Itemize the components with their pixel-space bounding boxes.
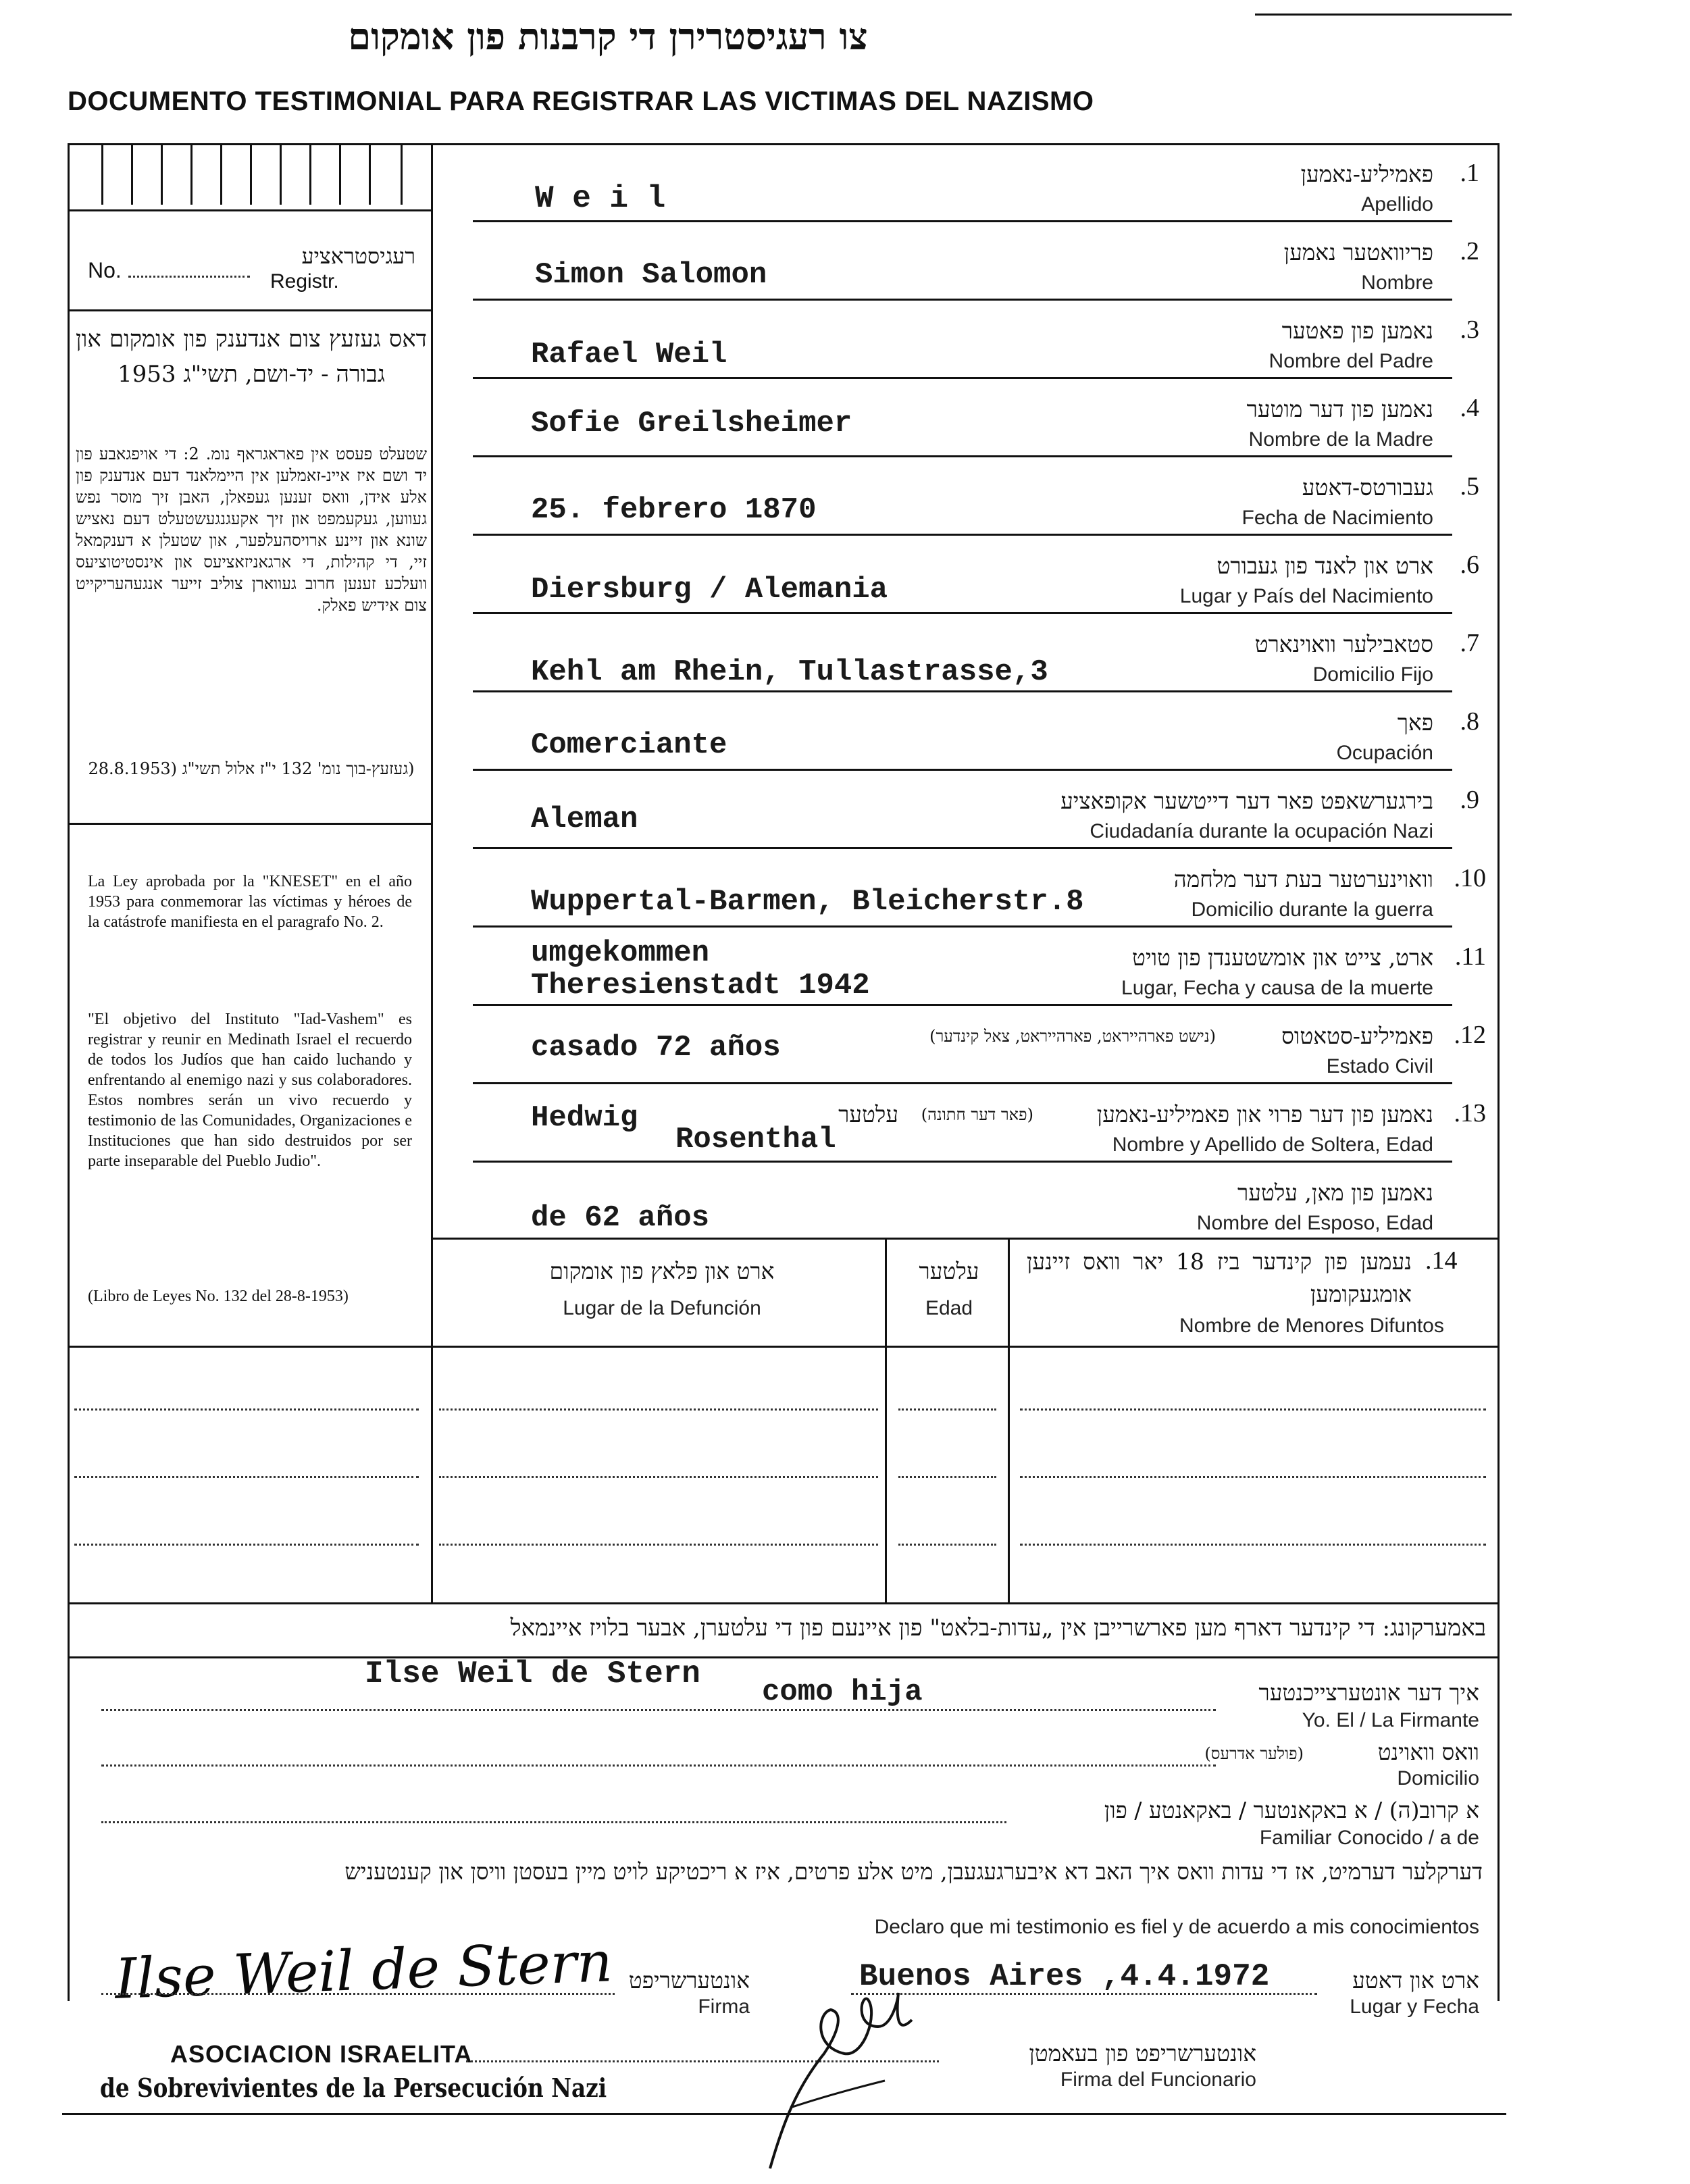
law-yiddish-title: דאס געזעץ צום אנדענק פון אומקום און גבורה - יד-ושם, תשי"ג 1953 bbox=[76, 326, 427, 388]
field-number: .5 bbox=[1460, 472, 1479, 501]
official-es: Firma del Funcionario bbox=[1060, 2068, 1256, 2091]
frame-left bbox=[68, 143, 70, 2001]
sidebar-rule-1 bbox=[68, 209, 432, 211]
field-label-he: פאמיליע-סטאטוס bbox=[1281, 1023, 1433, 1049]
field-label-es: Nombre de la Madre bbox=[1248, 428, 1433, 451]
declarant-relation-value: como hija bbox=[762, 1675, 923, 1709]
field-value: Hedwig bbox=[531, 1101, 638, 1135]
field-number: .3 bbox=[1460, 315, 1479, 344]
field-row-2 bbox=[473, 234, 1493, 312]
field-number: .11 bbox=[1454, 942, 1486, 971]
minors-header-bottom bbox=[68, 1346, 1500, 1348]
declarant-declare-es: Declaro que mi testimonio es fiel y de acuerdo a mis conocimientos bbox=[874, 1916, 1479, 1938]
minors-bottom bbox=[68, 1602, 1500, 1604]
minors-label-he: נעמען פון קינדער ביז 18 יאר וואס זיינען אומגעקומען bbox=[1027, 1248, 1412, 1307]
field-value: Simon Salomon bbox=[535, 258, 767, 292]
field-label-he: פריוואטער נאמען bbox=[1283, 239, 1433, 265]
field-label-es: Nombre del Padre bbox=[1269, 350, 1433, 372]
field-label-he: פאמיליע-נאמען bbox=[1300, 161, 1433, 187]
field-label-he: וואוינערטער בעת דער מלחמה bbox=[1173, 866, 1433, 892]
registr-no-dots bbox=[128, 276, 250, 278]
field-value: W e i l bbox=[535, 181, 666, 216]
field-number: .13 bbox=[1454, 1099, 1486, 1127]
field-row-husband bbox=[473, 1174, 1493, 1242]
declarant-address-es: Domicilio bbox=[1397, 1767, 1479, 1789]
declarant-i-es: Yo. El / La Firmante bbox=[1302, 1709, 1479, 1731]
registr-label: Registr. bbox=[270, 270, 339, 293]
field-value: Wuppertal-Barmen, Bleicherstr.8 bbox=[531, 885, 1084, 919]
minors-dots bbox=[74, 1544, 419, 1546]
minors-dots bbox=[898, 1476, 996, 1478]
field-label-he: בירגערשאפט פאר דער דייטשער אקופאציע bbox=[1060, 788, 1433, 814]
minors-dots bbox=[439, 1544, 878, 1546]
field-number: .6 bbox=[1460, 551, 1479, 579]
note-he: באמערקונג: די קינדער דארף מען פארשרייבן אין „עדות-בלאט" פון איינעם פון די עלטערן, אבער בלויז איינמאל bbox=[510, 1615, 1486, 1642]
association-stamp-line1: ASOCIACION ISRAELITA bbox=[170, 2040, 473, 2068]
field-label-he: נאמען פון דער מוטער bbox=[1246, 396, 1433, 422]
field-label-he: ארט, צייט און אומשטענדן פון טויט bbox=[1132, 944, 1433, 971]
field-label-es: Lugar y País del Nacimiento bbox=[1179, 585, 1433, 607]
declarant-relative-es: Familiar Conocido / a de bbox=[1259, 1827, 1479, 1849]
field-row-3 bbox=[473, 312, 1493, 390]
field-value-line2: Theresienstadt 1942 bbox=[531, 969, 870, 1002]
field-label-he: פאך bbox=[1397, 709, 1433, 736]
sidebar-rule-3 bbox=[68, 823, 432, 825]
field-row-4 bbox=[473, 390, 1493, 469]
minors-age-es: Edad bbox=[925, 1297, 973, 1319]
field-number: .12 bbox=[1454, 1021, 1486, 1049]
minors-dots bbox=[74, 1408, 419, 1411]
law-spanish-ref: (Libro de Leyes No. 132 del 28-8-1953) bbox=[88, 1288, 349, 1305]
field-value: casado 72 años bbox=[531, 1031, 781, 1065]
field-value: Comerciante bbox=[531, 728, 727, 762]
law-spanish-p2: "El objetivo del Instituto "Iad-Vashem" es registrar y reunir en Medinath Israel el recuerdo de todos los Judíos que han caido luchando y enfrentando al enemigo nazi y sus colaboradores. Estos nombres serán un vivo recuerdo y testimonio de las Comunidades, Organizaciones e Instituciones que han sido destruidos por ser parte inseparable del Pueblo Judio". bbox=[88, 1011, 412, 1170]
field-number: .2 bbox=[1460, 237, 1479, 265]
field-value: Rafael Weil bbox=[531, 338, 727, 372]
declarant-name-dots bbox=[101, 1709, 1216, 1711]
field-label-es: Fecha de Nacimiento bbox=[1241, 507, 1433, 529]
minors-dots bbox=[898, 1408, 996, 1411]
minors-label-es: Nombre de Menores Difuntos bbox=[1179, 1315, 1444, 1337]
minors-dots bbox=[1020, 1544, 1486, 1546]
declarant-relative-dots bbox=[101, 1821, 1006, 1823]
declarant-i-he: איך דער אונטערצייכנטער bbox=[1258, 1679, 1479, 1706]
minors-col-1 bbox=[885, 1238, 887, 1602]
minors-header-top bbox=[431, 1238, 1498, 1240]
field-label-he: ארט און לאנד פון געבורט bbox=[1217, 553, 1433, 579]
association-stamp-line2: de Sobrevivientes de la Persecución Nazi bbox=[100, 2073, 607, 2103]
header-title-yiddish: צו רעגיסטרירן די קרבנות פון אומקום bbox=[348, 15, 868, 58]
field-label-he: סטאבילער וואוינארט bbox=[1254, 631, 1433, 657]
note-bottom bbox=[68, 1656, 1500, 1658]
field-row-8 bbox=[473, 704, 1493, 782]
field-row-7 bbox=[473, 626, 1493, 704]
declarant-name-value: Ilse Weil de Stern bbox=[365, 1656, 700, 1692]
minors-dots bbox=[439, 1408, 878, 1411]
field-rows bbox=[473, 155, 1493, 1243]
field-row-11 bbox=[473, 936, 1493, 1017]
field-label-es: Ocupación bbox=[1336, 742, 1433, 764]
minors-col-0 bbox=[431, 1346, 433, 1602]
registr-no-label: No. bbox=[88, 258, 122, 282]
field-label-es: Nombre bbox=[1361, 272, 1433, 294]
declarant-relative-he: א קרוב(ה) / א באקאנטער / באקאנטע / פון bbox=[1104, 1797, 1479, 1823]
field-row-9 bbox=[473, 782, 1493, 861]
field-label-es: Nombre y Apellido de Soltera, Edad bbox=[1112, 1134, 1433, 1156]
minors-place-es: Lugar de la Defunción bbox=[563, 1297, 761, 1319]
field-value: de 62 años bbox=[531, 1201, 710, 1235]
top-right-rule bbox=[1255, 14, 1512, 16]
field-value: umgekommen bbox=[531, 936, 710, 970]
minors-dots bbox=[74, 1476, 419, 1478]
declarant-declare-he: דערקלער דערמיט, אז די עדות וואס איך האב דא איבערגעגעבן, מיט אלע פרטים, איז א ריכטיקע לויט מיין בעסטן וויסן און קענטעניש bbox=[344, 1858, 1483, 1885]
field-value-line2: Rosenthal bbox=[675, 1123, 836, 1157]
field-row-1 bbox=[473, 155, 1493, 234]
registration-boxes bbox=[101, 145, 399, 206]
minors-col-2 bbox=[1008, 1238, 1010, 1602]
field-label-es: Estado Civil bbox=[1326, 1055, 1433, 1077]
official-he: אונטערשריפט פון בעאמטן bbox=[1029, 2040, 1256, 2066]
minors-dots bbox=[1020, 1476, 1486, 1478]
sign-es: Firma bbox=[698, 1996, 750, 2018]
place-date-value: Buenos Aires ,4.4.1972 bbox=[859, 1959, 1270, 1994]
field-label-he: נאמען פון דער פרוי און פאמיליע-נאמען bbox=[1096, 1101, 1433, 1127]
law-yiddish-body: שטעלט פעסט אין פאראגראף נומ. 2: די אויפגאבע פון יד ושם איז איינ-זאמלען אין היימלאנד דעם אנדענק פון אלע אידן, וואס זענען געפאלן, האבן זיך מוסר נפש געווען, געקעמפט און זיך אקעגנגעשטעלט דעם נאציש שונא און זיינע ארויסהעלפער, און שטעלן א דענקמאל זיי, די קהילות, די ארגאניזאציעס און אינסטיטוציעס וועלכע זענען חרוב געווארן צוליב זייער אנגעהעריקייט צום אידיש פאלק. bbox=[76, 445, 427, 615]
sidebar-divider bbox=[431, 143, 433, 1346]
field-label-he-suffix: עלטער bbox=[838, 1101, 898, 1127]
field-number: .7 bbox=[1460, 629, 1479, 657]
field-row-6 bbox=[473, 547, 1493, 626]
field-value: Kehl am Rhein, Tullastrasse,3 bbox=[531, 655, 1048, 689]
field-value: Aleman bbox=[531, 803, 638, 836]
official-signature bbox=[743, 1973, 946, 2175]
field-number: .1 bbox=[1460, 159, 1479, 187]
registr-yiddish: רעגיסטראציע bbox=[301, 243, 415, 269]
field-number: .9 bbox=[1460, 786, 1479, 814]
field-number: .10 bbox=[1454, 864, 1486, 892]
minors-dots bbox=[439, 1476, 878, 1478]
law-spanish-p1: La Ley aprobada por la "KNESET" en el año 1953 para conmemorar las víctimas y héroes de la catástrofe manifiesta en el paragrafo No. 2. bbox=[88, 873, 412, 931]
minors-number: .14 bbox=[1425, 1246, 1458, 1275]
minors-dots bbox=[898, 1544, 996, 1546]
declarant-address-note-he: (פולער אדרעס) bbox=[1204, 1744, 1304, 1763]
field-value: Diersburg / Alemania bbox=[531, 573, 888, 607]
field-label-es: Lugar, Fecha y causa de la muerte bbox=[1121, 977, 1433, 999]
field-label-he: געבורטס-דאטע bbox=[1302, 474, 1433, 501]
field-row-13 bbox=[473, 1096, 1493, 1174]
signature-dots bbox=[101, 1993, 615, 1995]
field-label-he-note: (פאר דער חתונה) bbox=[921, 1105, 1033, 1124]
field-row-12 bbox=[473, 1017, 1493, 1096]
minors-place-he: ארט און פלאץ פון אומקום bbox=[549, 1258, 775, 1284]
minors-dots bbox=[1020, 1408, 1486, 1411]
field-label-he: נאמען פון מאן, עלטער bbox=[1237, 1179, 1433, 1206]
field-row-5 bbox=[473, 469, 1493, 547]
field-label-es: Apellido bbox=[1361, 193, 1433, 215]
sign-he: אונטערשריפט bbox=[628, 1967, 750, 1993]
field-value: 25. febrero 1870 bbox=[531, 493, 817, 527]
frame-right bbox=[1497, 143, 1500, 2001]
minors-age-he: עלטער bbox=[919, 1258, 979, 1284]
law-yiddish-ref: (געזעץ-בוך נומ' 132 י"ז אלול תשי"ג (28.8.1953 bbox=[88, 759, 415, 778]
field-number: .8 bbox=[1460, 707, 1479, 736]
field-value: Sofie Greilsheimer bbox=[531, 407, 852, 440]
sidebar-rule-2 bbox=[68, 309, 432, 311]
declarant-signature: Ilse Weil de Stern bbox=[113, 1930, 614, 2012]
field-label-he-note: (נישט פארהייראט, פארהייראט, צאל קינדער) bbox=[929, 1027, 1216, 1046]
place-date-he: ארט און דאטע bbox=[1352, 1967, 1479, 1993]
field-label-es: Domicilio durante la guerra bbox=[1191, 898, 1433, 921]
declarant-address-he: וואס וואוינט bbox=[1377, 1739, 1479, 1765]
field-label-es: Ciudadanía durante la ocupación Nazi bbox=[1090, 820, 1433, 842]
field-row-10 bbox=[473, 861, 1493, 939]
declarant-address-dots bbox=[101, 1764, 1216, 1767]
place-date-es: Lugar y Fecha bbox=[1350, 1996, 1479, 2018]
field-label-he: נאמען פון פאטער bbox=[1281, 318, 1433, 344]
header-title-spanish: DOCUMENTO TESTIMONIAL PARA REGISTRAR LAS VICTIMAS DEL NAZISMO bbox=[68, 86, 1094, 116]
field-label-es: Nombre del Esposo, Edad bbox=[1196, 1212, 1433, 1234]
field-number: .4 bbox=[1460, 394, 1479, 422]
field-label-es: Domicilio Fijo bbox=[1312, 663, 1433, 686]
